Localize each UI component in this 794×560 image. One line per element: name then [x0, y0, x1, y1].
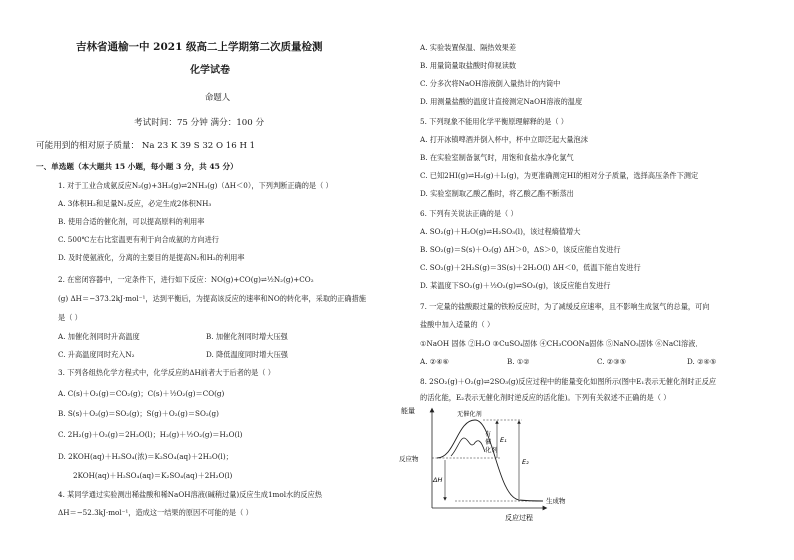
q3-option-d-line-1: D. 2KOH(aq)＋H₂SO₄(浓)＝K₂SO₄(aq)＋2H₂O(l)； — [58, 452, 233, 461]
question-2-line-3: 是（ ） — [58, 313, 82, 322]
q3-option-d-line-2: 2KOH(aq)＋H₂SO₄(aq)＝K₂SO₄(aq)＋2H₂O(l) — [73, 471, 233, 480]
q5-option-c: C. 已知2HI(g)⇌H₂(g)＋I₂(g)，为更准确测定HI的相对分子质量，选择高压条件下测定 — [420, 171, 699, 180]
question-8-line-2: 的活化能，E₂表示无催化剂时逆反应的活化能)。下列有关叙述不正确的是（ ） — [420, 393, 671, 402]
q5-option-b: B. 在实验室制备氯气时，用饱和食盐水净化氯气 — [420, 153, 574, 162]
catalyzed-label-1: 有 — [485, 431, 492, 438]
e1-label: E₁ — [500, 436, 507, 444]
q2-option-a: A. 加催化剂同时升高温度 — [58, 332, 140, 341]
q7-option-d: D. ②④⑤ — [687, 357, 717, 366]
question-2-line-2: (g) ΔH＝−373.2kJ·mol⁻¹，达到平衡后，为提高该反应的速率和NO的转化率，采取的正确措施 — [58, 294, 366, 303]
q7-option-b: B. ①② — [507, 357, 530, 366]
right-column — [397, 0, 794, 560]
q7-option-a: A. ②④⑥ — [420, 357, 450, 366]
q6-option-b: B. SO₂(g)＝S(s)＋O₂(g) ΔH＞0，ΔS＞0，该反应能自发进行 — [420, 245, 621, 254]
q6-option-a: A. SO₂(g)＋H₂O(g)⇌H₂SO₃(l)，该过程熵值增大 — [420, 227, 581, 236]
question-7-line-2: 盐酸中加入适量的（ ） — [420, 320, 495, 329]
q5-option-d: D. 实验室制取乙酸乙酯时，将乙酸乙酯不断蒸出 — [420, 189, 574, 198]
q1-option-b: B. 使用合适的催化剂，可以提高原料的利用率 — [58, 217, 205, 226]
uncatalyzed-label: 无催化剂 — [457, 411, 482, 418]
q2-option-c: C. 升高温度同时充入N₂ — [58, 350, 135, 359]
q1-option-c: C. 500℃左右比室温更有利于向合成氨的方向进行 — [58, 235, 219, 244]
e2-label: E₂ — [522, 458, 529, 466]
x-axis-label: 反应过程 — [505, 514, 533, 522]
catalyzed-label-2: 催 — [485, 439, 492, 446]
q6-option-d: D. 某温度下SO₂(g)＋½O₂(g)⇌SO₃(g)，该反应能自发进行 — [420, 281, 611, 290]
question-4-line-1: 4. 某同学通过实验测出稀盐酸和稀NaOH溶液(碱稍过量)反应生成1mol水的反应热 — [58, 490, 322, 499]
question-5: 5. 下列现象不能用化学平衡原理解释的是（ ） — [420, 117, 568, 126]
q1-option-a: A. 3体积H₂和足量N₂反应，必定生成2体积NH₃ — [58, 199, 212, 208]
question-6: 6. 下列有关说法正确的是（ ） — [420, 209, 518, 218]
question-7-line-1: 7. 一定量的盐酸跟过量的铁粉反应时，为了减缓反应速率，且不影响生成氢气的总量，可向 — [420, 302, 710, 311]
author-label: 命题人 — [205, 92, 231, 102]
q3-option-a: A. C(s)＋O₂(g)＝CO₂(g)；C(s)＋½O₂(g)＝CO(g) — [58, 389, 225, 398]
question-1: 1. 对于工业合成氨反应N₂(g)+3H₂(g)⇌2NH₃(g)（ΔH＜0），下列判断正确的是（ ） — [58, 181, 333, 190]
question-3: 3. 下列各组热化学方程式中，化学反应的ΔH前者大于后者的是（ ） — [58, 368, 275, 377]
q3-option-c: C. 2H₂(g)＋O₂(g)＝2H₂O(l)；H₂(g)＋½O₂(g)＝H₂O(l) — [58, 430, 243, 439]
q2-option-d: D. 降低温度同时增大压强 — [206, 350, 288, 359]
q6-option-c: C. SO₂(g)＋2H₂S(g)＝3S(s)＋2H₂O(l) ΔH＜0，低温下能自发进行 — [420, 263, 641, 272]
catalyzed-label-3: 化剂 — [485, 447, 498, 454]
school-title: 吉林省通榆一中 2021 级高二上学期第二次质量检测 — [76, 41, 323, 53]
product-label: 生成物 — [546, 497, 566, 505]
atomic-masses: 可能用到的相对原子质量： Na 23 K 39 S 32 O 16 H 1 — [36, 141, 256, 151]
q7-option-c: C. ②③⑤ — [597, 357, 627, 366]
q4-option-c: C. 分多次将NaOH溶液倒入量热计的内筒中 — [420, 79, 561, 88]
exam-time: 考试时间：75 分钟 满分：100 分 — [134, 118, 265, 128]
q1-option-d: D. 及时使氨液化，分离的主要目的是提高N₂和H₂的利用率 — [58, 253, 245, 262]
question-7-reagents: ①NaOH 固体 ②H₂O ③CuSO₄固体 ④CH₃COONa固体 ⑤NaNO₃固体 ⑥NaCl溶液． — [420, 339, 703, 348]
section-heading: 一、单选题（本大题共 15 小题，每小题 3 分，共 45 分） — [36, 162, 238, 171]
question-2-line-1: 2. 在密闭容器中，一定条件下，进行如下反应：NO(g)+CO(g)⇌½N₂(g)+CO₂ — [58, 275, 314, 284]
q3-option-b: B. S(s)＋O₂(g)＝SO₂(g)；S(g)＋O₂(g)＝SO₂(g) — [58, 409, 219, 418]
question-4-line-2: ΔH＝−52.3kJ·mol⁻¹，造成这一结果的原因不可能的是（ ） — [58, 508, 253, 517]
q4-option-b: B. 用量筒量取盐酸时仰视读数 — [420, 61, 517, 70]
question-8-line-1: 8. 2SO₂(g)＋O₂(g)⇌2SO₃(g)反应过程中的能量变化如图所示(图中E₁表示无催化剂时正反应 — [420, 377, 717, 386]
q2-option-b: B. 加催化剂同时增大压强 — [206, 332, 288, 341]
q5-option-a: A. 打开冰镇啤酒并倒入杯中，杯中立即泛起大量泡沫 — [420, 135, 588, 144]
delta-h-label: ΔH — [433, 476, 443, 484]
catalyzed-curve — [451, 438, 485, 456]
energy-diagram — [397, 400, 794, 560]
reactant-label: 反应物 — [399, 455, 419, 463]
subject-title: 化学试卷 — [190, 65, 230, 76]
q4-option-d: D. 用测量盐酸的温度计直接测定NaOH溶液的温度 — [420, 97, 583, 106]
y-axis-label: 能量 — [401, 407, 415, 415]
q4-option-a: A. 实验装置保温、隔热效果差 — [420, 43, 517, 52]
